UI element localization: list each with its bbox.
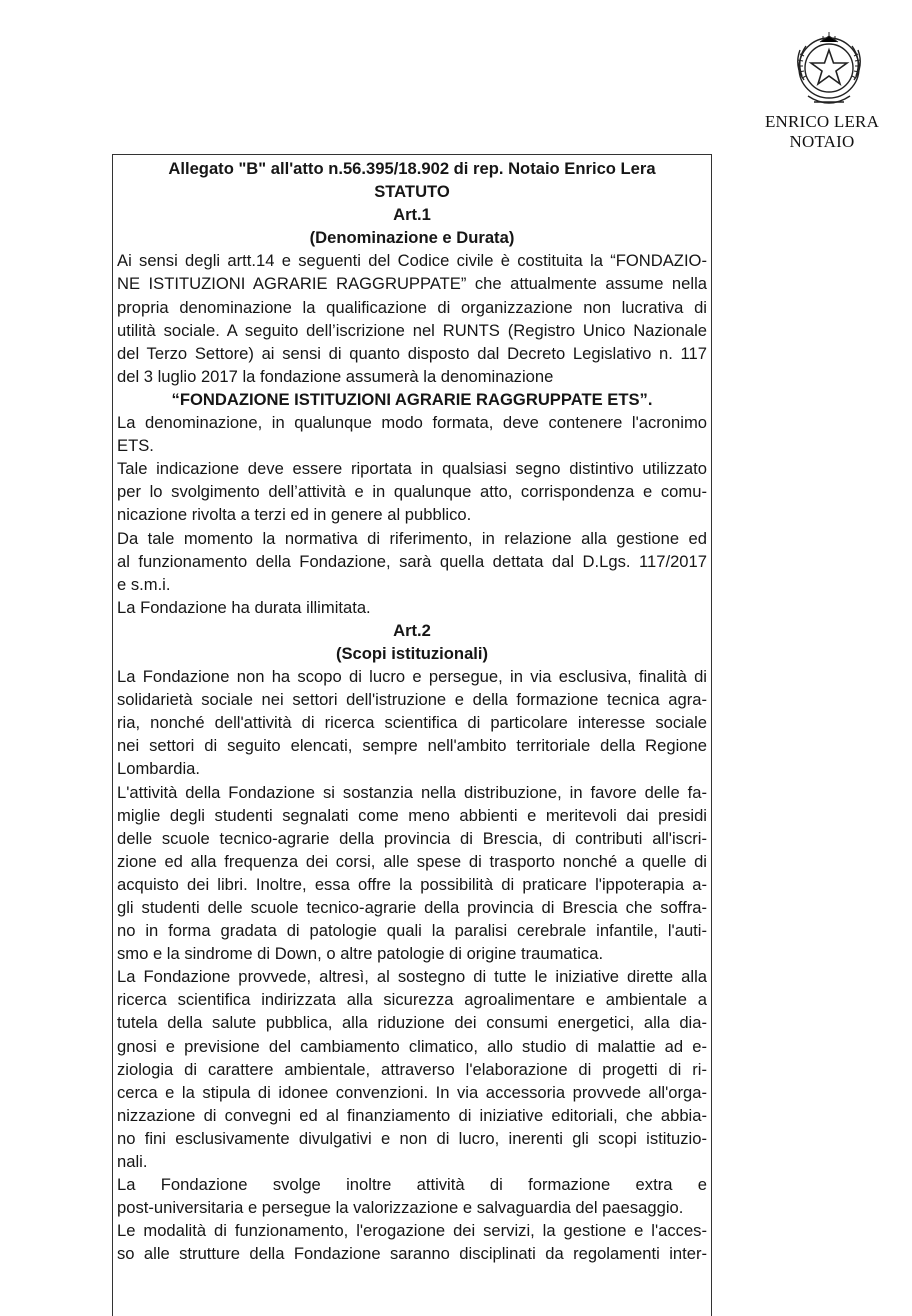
art2-paragraph-2: [117, 781, 707, 966]
text-line: La denominazione, in qualunque modo formata, deve contenere l'acronimo: [117, 413, 707, 433]
text-line: delle scuole tecnico-agrarie della provincia di Brescia, di contributi all'iscri-: [117, 828, 707, 848]
text-line: Lombardia.: [117, 759, 201, 779]
art1-paragraph-3: [117, 457, 707, 526]
text-line: post-universitaria e persegue la valorizzazione e salvaguardia del paesaggio.: [117, 1198, 684, 1218]
art2-paragraph-3: [117, 965, 707, 1173]
art1-number: Art.1: [393, 205, 431, 225]
text-line: e s.m.i.: [117, 574, 171, 594]
text-line: cerca e la stipula di idonee convenzioni. In via accessoria provvede all'orga-: [117, 1082, 707, 1102]
art2-heading: (Scopi istituzionali): [335, 643, 489, 663]
text-line: smo e la sindrome di Down, o altre patologie di origine traumatica.: [117, 944, 604, 964]
text-line: Ai sensi degli artt.14 e seguenti del Codice civile è costituita la “FONDAZIO-: [117, 251, 707, 271]
statute-heading: STATUTO: [374, 182, 450, 202]
text-line: gnosi e previsione del cambiamento climatico, allo studio di malattie ad e-: [117, 1036, 707, 1056]
foundation-name-ets: “FONDAZIONE ISTITUZIONI AGRARIE RAGGRUPPATE ETS”.: [171, 389, 653, 409]
text-line: del 3 luglio 2017 la fondazione assumerà la denominazione: [117, 366, 554, 386]
republic-emblem-icon: [790, 30, 868, 112]
text-line: zione ed alla frequenza dei corsi, alle spese di trasporto nonché a quelle di: [117, 851, 707, 871]
art2-paragraph-4: [117, 1173, 707, 1219]
statute-body: [112, 154, 712, 1316]
attachment-title: Allegato "B" all'atto n.56.395/18.902 di rep. Notaio Enrico Lera: [168, 159, 656, 178]
text-line: gli studenti delle scuole tecnico-agrarie della provincia di Brescia che soffra-: [117, 898, 707, 917]
text-line: NE ISTITUZIONI AGRARIE RAGGRUPPATE” che attualmente assume nella: [117, 274, 707, 294]
notary-title: NOTAIO: [789, 132, 855, 151]
text-line: ria, nonché dell'attività di ricerca scientifica di particolare interesse sociale: [117, 713, 707, 733]
text-line: miglie degli studenti segnalati come meno abbienti e meritevoli dai presidi: [117, 805, 707, 825]
art1-paragraph-4: [117, 527, 707, 596]
text-line: acquisto dei libri. Inoltre, essa offre la possibilità di praticare l'ippoterapia a-: [117, 874, 707, 894]
text-line: La Fondazione svolge inoltre attività di formazione extra e: [117, 1175, 707, 1195]
text-line: so alle strutture della Fondazione saranno disciplinati da regolamenti inter-: [117, 1244, 707, 1264]
art2-paragraph-1: [117, 665, 707, 780]
text-line: al funzionamento della Fondazione, sarà quella dettata dal D.Lgs. 117/2017: [117, 551, 707, 571]
text-line: propria denominazione la qualificazione di organizzazione non lucrativa di: [117, 297, 707, 317]
text-line: ricerca scientifica indirizzata alla sicurezza agroalimentare e ambientale a: [117, 990, 707, 1010]
text-line: tutela della salute pubblica, alla riduzione dei consumi energetici, alla dia-: [117, 1013, 707, 1033]
art1-paragraph-5: [117, 596, 707, 619]
text-line: ETS.: [117, 436, 154, 456]
art1-paragraph-2: [117, 411, 707, 457]
text-line: no in forma gradata di patologie quali la paralisi cerebrale infantile, l'auti-: [117, 921, 707, 941]
notary-name: ENRICO LERA: [764, 112, 880, 131]
text-line: nali.: [117, 1152, 148, 1172]
text-line: no fini esclusivamente divulgativi e non di lucro, inerenti gli scopi istituzio-: [117, 1128, 707, 1148]
notary-stamp: [752, 112, 892, 152]
art2-paragraph-5: [117, 1219, 707, 1265]
text-line: La Fondazione provvede, altresì, al sostegno di tutte le iniziative dirette alla: [117, 967, 707, 987]
text-line: nicazione rivolta a terzi ed in genere al pubblico.: [117, 505, 472, 525]
art1-paragraph-1: [117, 249, 707, 388]
art2-number: Art.2: [393, 620, 431, 640]
text-line: nei settori di seguito elencati, sempre nell'ambito territoriale della Regione: [117, 736, 707, 756]
text-line: La Fondazione non ha scopo di lucro e persegue, in via esclusiva, finalità di: [117, 667, 707, 687]
text-line: Tale indicazione deve essere riportata in qualsiasi segno distintivo utilizzato: [117, 459, 707, 479]
text-line: ziologia di carattere ambientale, attraverso l'elaborazione di progetti di ri-: [117, 1059, 707, 1079]
text-line: del Terzo Settore) ai sensi di quanto disposto dal Decreto Legislativo n. 117: [117, 343, 707, 363]
text-line: L'attività della Fondazione si sostanzia nella distribuzione, in favore delle fa-: [117, 782, 707, 802]
text-line: Le modalità di funzionamento, l'erogazione dei servizi, la gestione e l'acces-: [117, 1221, 707, 1241]
text-line: solidarietà sociale nei settori dell'istruzione e della formazione tecnica agra-: [117, 690, 707, 710]
text-line: per lo svolgimento dell’attività e in qualunque atto, corrispondenza e comu-: [117, 482, 707, 502]
art1-heading: (Denominazione e Durata): [309, 228, 515, 248]
text-line: utilità sociale. A seguito dell’iscrizione nel RUNTS (Registro Unico Nazionale: [117, 320, 707, 340]
text-line: nizzazione di convegni ed al finanziamento di iniziative editoriali, che abbia-: [117, 1105, 707, 1125]
text-line: Da tale momento la normativa di riferimento, in relazione alla gestione ed: [117, 528, 707, 548]
text-line: La Fondazione ha durata illimitata.: [117, 597, 371, 617]
